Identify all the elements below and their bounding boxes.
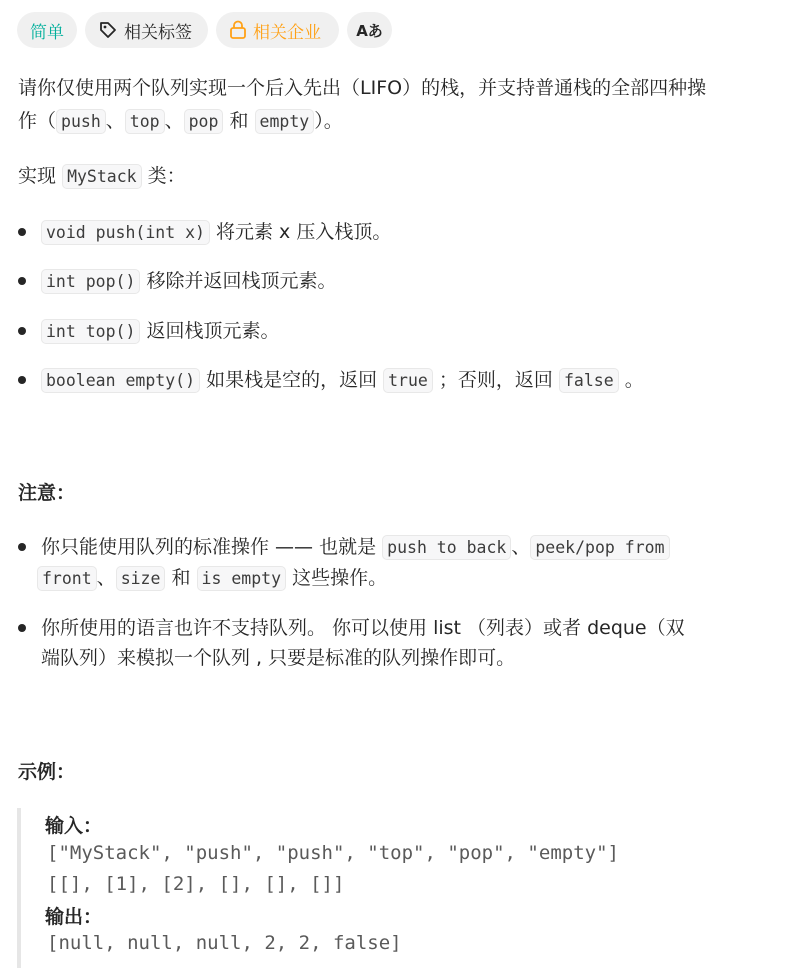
method-code: int top() <box>41 319 140 344</box>
code-is-empty: is empty <box>197 566 286 591</box>
code-false: false <box>559 368 619 393</box>
method-text: 如果栈是空的，返回 <box>206 369 378 391</box>
example-output-line: [null, null, null, 2, 2, false] <box>47 932 402 954</box>
example-input-line-1: ["MyStack", "push", "push", "top", "pop", "empty"] <box>47 842 619 864</box>
example-output-label: 输出： <box>45 906 103 928</box>
implement-line <box>18 160 774 193</box>
note-text: 你只能使用队列的标准操作 —— 也就是 <box>41 536 377 558</box>
example-blockquote-bar <box>17 808 21 968</box>
method-code: int pop() <box>41 269 140 294</box>
note-item-2-line-1: 你所使用的语言也许不支持队列。 你可以使用 list （列表）或者 deque（双 <box>41 617 685 639</box>
method-code: boolean empty() <box>41 368 200 393</box>
code-top: top <box>125 109 165 134</box>
separator: 、 <box>96 567 116 589</box>
example-heading: 示例： <box>18 761 76 783</box>
method-text: 。 <box>624 369 644 391</box>
text: 类： <box>147 165 186 187</box>
tag-icon <box>98 20 118 40</box>
bullet <box>18 376 26 384</box>
text: ）。 <box>314 110 343 132</box>
method-code: void push(int x) <box>41 220 210 245</box>
separator: 、 <box>511 536 531 558</box>
note-text: 和 <box>171 567 191 589</box>
related-topics-label: 相关标签 <box>124 22 192 43</box>
code-peek-pop-from: peek/pop from <box>530 535 669 560</box>
method-text: ；否则，返回 <box>438 369 553 391</box>
code-front: front <box>37 566 97 591</box>
text: 和 <box>229 110 249 132</box>
translate-button[interactable] <box>347 12 392 48</box>
example-input-line-2: [[], [1], [2], [], [], []] <box>47 873 345 895</box>
code-empty: empty <box>255 109 315 134</box>
text: 实现 <box>18 165 57 187</box>
difficulty-tag[interactable]: 简单 <box>17 12 77 48</box>
bullet <box>18 624 26 632</box>
code-push-to-back: push to back <box>382 535 511 560</box>
lock-icon <box>229 20 247 40</box>
bullet <box>18 277 26 285</box>
tag-bar <box>17 12 392 48</box>
method-item <box>41 364 774 397</box>
code-size: size <box>116 566 166 591</box>
bullet <box>18 327 26 335</box>
example-input-label: 输入： <box>45 815 103 837</box>
code-pop: pop <box>184 109 224 134</box>
method-text: 移除并返回栈顶元素。 <box>146 270 337 292</box>
translate-icon: Aあ <box>356 21 383 40</box>
bullet <box>18 228 26 236</box>
method-text: 将元素 x 压入栈顶。 <box>216 221 392 243</box>
code-class-name: MyStack <box>62 164 142 189</box>
note-item-1-line-2 <box>41 562 774 595</box>
method-item <box>41 315 774 348</box>
method-text: 返回栈顶元素。 <box>146 320 280 342</box>
description-line-1: 请你仅使用两个队列实现一个后入先出（LIFO）的栈，并支持普通栈的全部四种操 <box>18 77 707 99</box>
notes-heading: 注意： <box>18 482 76 504</box>
text: 作（ <box>18 110 57 132</box>
related-companies-button[interactable] <box>216 12 339 48</box>
code-push: push <box>56 109 106 134</box>
note-item-1-line-1 <box>41 531 774 564</box>
bullet <box>18 543 26 551</box>
note-text: 这些操作。 <box>292 567 388 589</box>
related-topics-button[interactable] <box>85 12 208 48</box>
method-item <box>41 265 774 298</box>
method-item <box>41 216 774 249</box>
related-companies-label: 相关企业 <box>253 22 321 43</box>
code-true: true <box>383 368 433 393</box>
description-line-2: 作（ push 、 top 、 pop 和 empty ）。 <box>18 110 343 132</box>
note-item-2-line-2: 端队列）来模拟一个队列 , 只要是标准的队列操作即可。 <box>41 647 516 669</box>
